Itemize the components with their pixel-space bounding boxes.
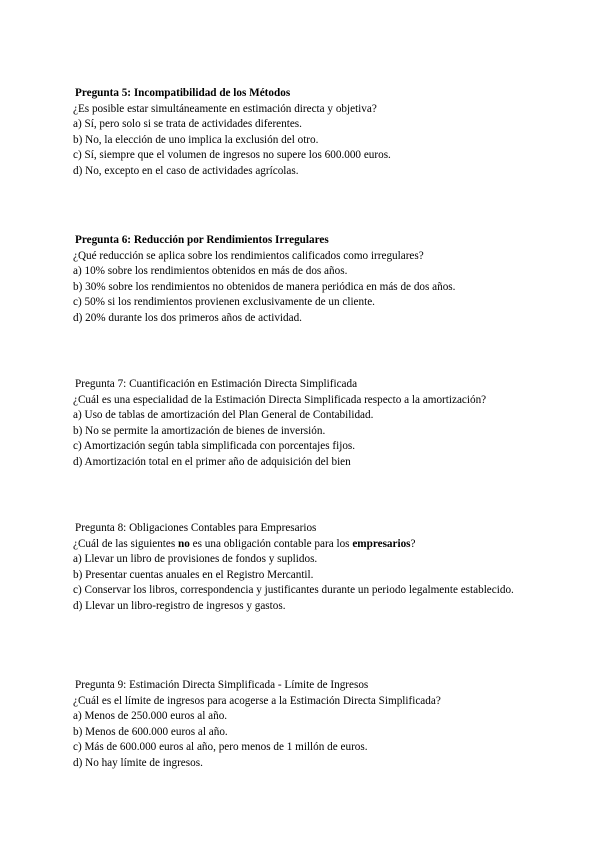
question-title: Pregunta 6: Reducción por Rendimientos Irregulares <box>75 234 329 246</box>
option-text: sobre los rendimientos obtenidos en más de dos años. <box>105 265 348 278</box>
option-a <box>73 264 528 280</box>
option-a: a) Llevar un libro de provisiones de fondos y suplidos. <box>73 553 318 566</box>
option-b: b) Menos de 600.000 euros al año. <box>73 725 228 738</box>
option-text: durante los dos primeros años de actividad. <box>105 311 302 324</box>
question-title: Pregunta 8: Obligaciones Contables para Empresarios <box>75 522 317 534</box>
option-d: d) No, excepto en el caso de actividades agrícolas. <box>73 164 299 177</box>
question-title: Pregunta 7: Cuantificación en Estimación Directa Simplificada <box>75 378 358 390</box>
question-title: Pregunta 5: Incompatibilidad de los Métodos <box>75 87 291 99</box>
question-7 <box>73 377 528 471</box>
option-percent: d) 20% <box>73 311 106 324</box>
option-text: si los rendimientos provienen exclusivamente de un cliente. <box>105 296 375 309</box>
question-title: Pregunta 9: Estimación Directa Simplificada - Límite de Ingresos <box>75 679 369 691</box>
option-percent: a) 10% <box>73 265 105 278</box>
option-c <box>73 295 528 311</box>
question-5 <box>73 86 528 180</box>
option-b: b) No, la elección de uno implica la exclusión del otro. <box>73 133 319 146</box>
option-a: a) Uso de tablas de amortización del Plan General de Contabilidad. <box>73 409 374 422</box>
question-text: ¿Qué reducción se aplica sobre los rendimientos calificados como irregulares? <box>73 249 424 262</box>
option-b: b) Presentar cuentas anuales en el Registro Mercantil. <box>73 568 314 581</box>
question-text: ¿Es posible estar simultáneamente en estimación directa y objetiva? <box>73 102 377 115</box>
option-b: b) No se permite la amortización de bienes de inversión. <box>73 424 326 437</box>
option-d <box>73 311 528 327</box>
option-percent: b) 30% <box>73 280 106 293</box>
option-c: c) Sí, siempre que el volumen de ingresos no supere los 600.000 euros. <box>73 149 391 162</box>
option-a: a) Sí, pero solo si se trata de actividades diferentes. <box>73 118 302 131</box>
option-d: d) Llevar un libro-registro de ingresos y gastos. <box>73 599 286 612</box>
question-8 <box>73 521 528 615</box>
option-c: c) Conservar los libros, correspondencia y justificantes durante un periodo legalmente establecido. <box>73 584 514 597</box>
question-text: ¿Cuál es una especialidad de la Estimación Directa Simplificada respecto a la amortización? <box>73 393 487 406</box>
question-6 <box>73 233 528 327</box>
question-emphasis-empresarios: empresarios <box>352 537 411 550</box>
option-c: c) Amortización según tabla simplificada con porcentajes fijos. <box>73 440 356 453</box>
option-d: d) No hay límite de ingresos. <box>73 756 203 769</box>
option-b <box>73 280 528 296</box>
question-text <box>73 537 528 553</box>
question-text: ¿Cuál es el límite de ingresos para acogerse a la Estimación Directa Simplificada? <box>73 694 441 707</box>
question-text-part: ? <box>410 537 416 550</box>
question-text-part: es una obligación contable para los <box>189 537 353 550</box>
question-emphasis-no: no <box>178 537 190 550</box>
option-text: sobre los rendimientos no obtenidos de manera periódica en más de dos años. <box>105 280 456 293</box>
option-percent: c) 50% <box>73 296 105 309</box>
option-a: a) Menos de 250.000 euros al año. <box>73 710 228 723</box>
option-c: c) Más de 600.000 euros al año, pero menos de 1 millón de euros. <box>73 741 368 754</box>
question-9 <box>73 678 528 772</box>
question-text-part: ¿Cuál de las siguientes <box>73 537 179 550</box>
option-d: d) Amortización total en el primer año de adquisición del bien <box>73 455 351 468</box>
